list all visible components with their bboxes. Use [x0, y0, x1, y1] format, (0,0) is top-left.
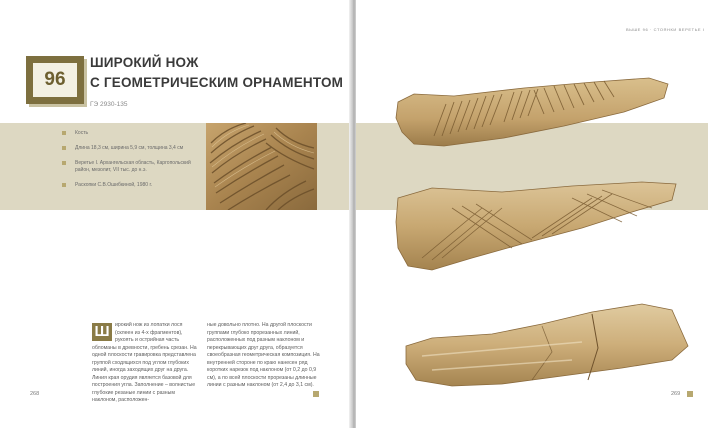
end-mark — [313, 391, 319, 397]
knife-photo-top — [394, 74, 674, 152]
ornament-detail-photo — [206, 123, 317, 210]
fact-excavation: Раскопки С.В.Ошибкиной, 1980 г. — [62, 182, 202, 189]
entry-number-badge — [26, 56, 84, 104]
knife-photo-bottom — [402, 300, 692, 390]
knife-photo-middle — [392, 178, 678, 276]
fact-provenance: Веретье I. Архангельская область, Каргопольский район, мезолит, VII тыс. до н.э. — [62, 160, 202, 174]
body-column-2: ные довольно плотно. На другой плоскости группами глубоко прорезанных линий, расположенных под разным наклоном и перекрывающих друг друга, образуется своеобразная геометрическая композиция. На внутренней стороне по краю нанесен ряд коротких нарезок под наклоном (от 0,2 до 0,9 см), а по всей плоскости прорезаны длинные линии с разным наклоном (от 2,4 до 3,1 см). — [207, 322, 320, 388]
title-line-1: ШИРОКИЙ НОЖ — [90, 55, 199, 70]
fact-dimensions: Длина 18,3 см, ширина 5,9 см, толщина 3,4 см — [62, 145, 202, 152]
facts-list — [62, 130, 202, 197]
drop-cap: Ш — [92, 323, 112, 341]
bullet-square — [62, 131, 66, 135]
entry-title — [90, 53, 343, 93]
page-number-left: 268 — [30, 391, 40, 397]
title-line-2: С ГЕОМЕТРИЧЕСКИМ ОРНАМЕНТОМ — [90, 75, 344, 90]
entry-number: 96 — [44, 69, 66, 90]
fact-material: Кость — [62, 130, 202, 137]
end-mark-right — [687, 391, 693, 397]
body-column-1: Ш ирокий нож из лопатки лося (склеен из 4-х фрагментов), рукоять и острийная часть обломаны в древности, гребень срезан. На одной плоскости гравировка представлена группой сходящихся под углом глубоких линий, иногда заходящих друг на друга. Линия края орудия является базовой для построения угла. Заполнение – волнистые глубокие резаные линии с разным наклоном, расположен- — [92, 322, 197, 403]
bullet-square — [62, 146, 66, 150]
bullet-square — [62, 183, 66, 187]
page-number-right: 269 — [671, 391, 681, 397]
left-page — [0, 0, 352, 428]
right-page — [356, 0, 708, 428]
running-header: ВЫШЕ 96 · СТОЯНКИ ВЕРЕТЬЕ I — [626, 27, 705, 32]
bullet-square — [62, 161, 66, 165]
inventory-number: ГЭ 2930-135 — [90, 101, 128, 108]
